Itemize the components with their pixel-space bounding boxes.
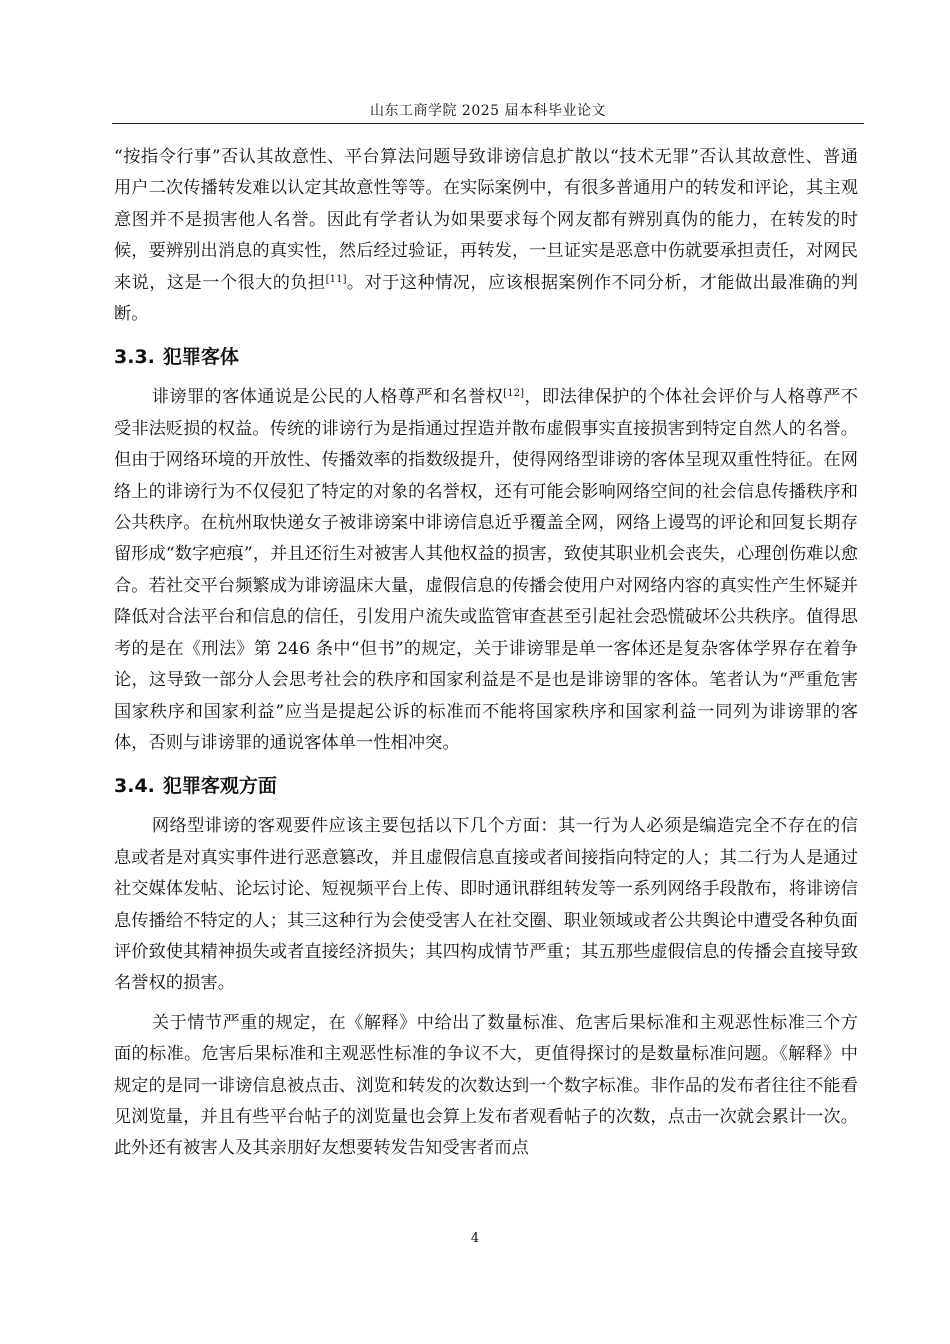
- paragraph-text: 诽谤罪的客体通说是公民的人格尊严和名誉权: [151, 387, 504, 408]
- page-body: [114, 142, 858, 1165]
- paragraph-text: 。对于这种情况，应该根据案例作不同分析，才能做出最准确的判断。: [114, 272, 859, 325]
- section-heading-3-3: [114, 342, 858, 372]
- paragraph-crime-object: [114, 382, 858, 759]
- page-number-value: 4: [470, 1231, 480, 1246]
- page-number: [0, 1230, 950, 1248]
- running-header-title: 山东工商学院 2025 届本科毕业论文: [369, 103, 607, 119]
- citation-ref: [12]: [503, 388, 525, 400]
- section-number: 3.4.: [114, 775, 155, 798]
- header-divider: [112, 123, 864, 124]
- section-number: 3.3.: [114, 346, 155, 369]
- paragraph-objective-elements: 网络型诽谤的客观要件应该主要包括以下几个方面：其一行为人必须是编造完全不存在的信息或者是对真实事件进行恶意篡改，并且虚假信息直接或者间接指向特定的人；其二行为人是通过社交媒体发帖、论坛讨论、短视频平台上传、即时通讯群组转发等一系列网络手段散布，将诽谤信息传播给不特定的人；其三这种行为会使受害人在社交圈、职业领域或者公共舆论中遭受各种负面评价致使其精神损失或者直接经济损失；其四构成情节严重；其五那些虚假信息的传播会直接导致名誉权的损害。: [114, 816, 858, 994]
- section-heading-3-4: [114, 771, 858, 801]
- paragraph-serious-circumstances: 关于情节严重的规定，在《解释》中给出了数量标准、危害后果标准和主观恶性标准三个方面的标准。危害后果标准和主观恶性标准的争议不大，更值得探讨的是数量标准问题。《解释》中规定的是同一诽谤信息被点击、浏览和转发的次数达到一个数字标准。非作品的发布者往往不能看见浏览量，并且有些平台帖子的浏览量也会算上发布者观看帖子的次数，点击一次就会累计一次。此外还有被害人及其亲朋好友想要转发告知受害者而点: [114, 1012, 858, 1159]
- section-title: 犯罪客体: [162, 346, 239, 369]
- paragraph-text: ，即法律保护的个体社会评价与人格尊严不受非法贬损的权益。传统的诽谤行为是指通过捏造并散布虚假事实直接损害到特定自然人的名誉。但由于网络环境的开放性、传播效率的指数级提升，使得网络型诽谤的客体呈现双重性特征。在网络上的诽谤行为不仅侵犯了特定的对象的名誉权，还有可能会影响网络空间的社会信息传播秩序和公共秩序。在杭州取快递女子被诽谤案中诽谤信息近乎覆盖全网，网络上谩骂的评论和回复长期存留形成“数字疤痕”，并且还衍生对被害人其他权益的损害，致使其职业机会丧失，心理创伤难以愈合。若社交平台频繁成为诽谤温床大量，虚假信息的传播会使用户对网络内容的真实性产生怀疑并降低对合法平台和信息的信任，引发用户流失或监管审查甚至引起社会恐慌破坏公共秩序。值得思考的是在《刑法》第 246 条中“但书”的规定，关于诽谤罪是单一客体还是复杂客体学界存在着争论，这导致一部分人会思考社会的秩序和国家利益是不是也是诽谤罪的客体。笔者认为“严重危害国家秩序和国家利益”应当是提起公诉的标准而不能将国家秩序和国家利益一同列为诽谤罪的客体，否则与诽谤罪的通说客体单一性相冲突。: [114, 387, 858, 753]
- running-header: [112, 100, 864, 122]
- citation-ref: [11]: [325, 273, 347, 285]
- paragraph-text: “按指令行事”否认其故意性、平台算法问题导致诽谤信息扩散以“技术无罪”否认其故意性、普通用户二次传播转发难以认定其故意性等等。在实际案例中，有很多普通用户的转发和评论，其主观意图并不是损害他人名誉。因此有学者认为如果要求每个网友都有辨别真伪的能力，在转发的时候，要辨别出消息的真实性，然后经过验证，再转发，一旦证实是恶意中伤就要承担责任，对网民来说，这是一个很大的负担: [114, 147, 858, 293]
- paragraph-intent-continuation: [114, 142, 858, 330]
- section-title: 犯罪客观方面: [162, 775, 277, 798]
